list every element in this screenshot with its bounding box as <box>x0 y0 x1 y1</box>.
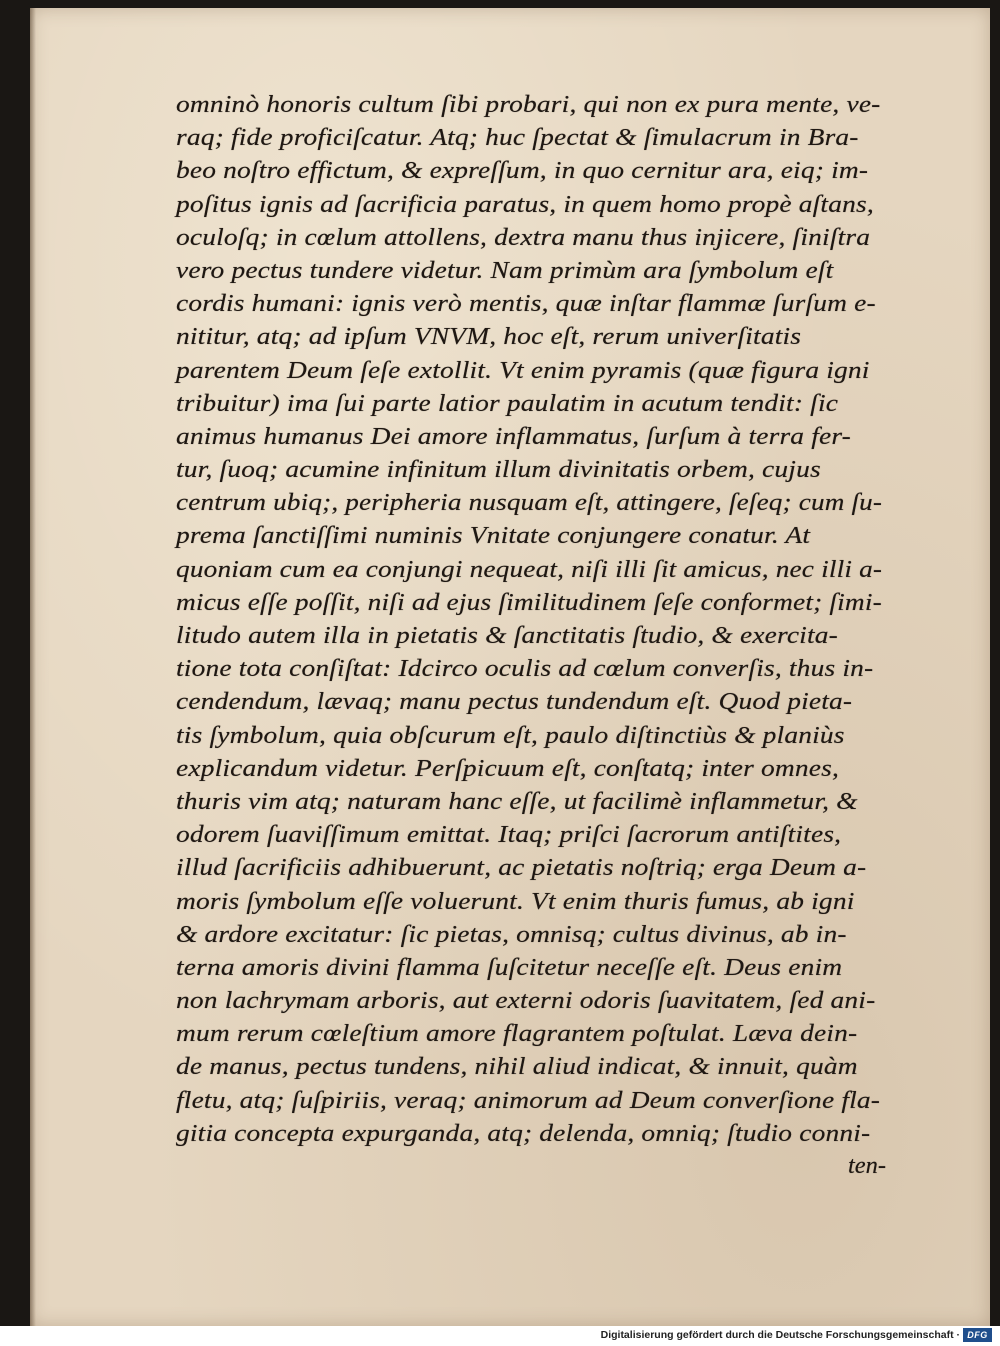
text-line: fletu, atq; ſuſpiriis, veraq; animorum ad Deum converſione fla- <box>176 1086 881 1114</box>
text-line: moris ſymbolum eſſe voluerunt. Vt enim thuris fumus, ab igni <box>176 887 855 915</box>
text-line: oculoſq; in cœlum attollens, dextra manu thus injicere, ſiniſtra <box>176 223 871 251</box>
text-line: tis ſymbolum, quia obſcurum eſt, paulo diſtinctiùs & planiùs <box>176 721 845 749</box>
catchword: ten- <box>848 1152 887 1179</box>
text-line: litudo autem illa in pietatis & ſanctitatis ſtudio, & exercita- <box>176 622 838 649</box>
text-line: prema ſanctiſſimi numinis Vnitate conjungere conatur. At <box>176 522 811 550</box>
text-line: tione tota conſiſtat: Idcirco oculis ad cœlum converſis, thus in- <box>176 655 874 683</box>
text-line: cendendum, lævaq; manu pectus tundendum eſt. Quod pieta- <box>176 688 853 716</box>
text-line: animus humanus Dei amore inflammatus, ſurſum à terra fer- <box>176 422 851 450</box>
text-line: beo noſtro effictum, & expreſſum, in quo cernitur ara, eiq; im- <box>176 157 869 185</box>
funding-credit: Digitalisierung gefördert durch die Deutsche Forschungsgemeinschaft · <box>600 1329 960 1341</box>
text-line: micus eſſe poſſit, niſi ad ejus ſimilitudinem ſeſe conformet; ſimi- <box>176 588 882 616</box>
text-line: gitia concepta expurganda, atq; delenda, omniq; ſtudio conni- <box>176 1119 871 1147</box>
footer-bar <box>0 1326 1000 1346</box>
text-line: odorem ſuaviſſimum emittat. Itaq; priſci ſacrorum antiſtites, <box>176 821 842 849</box>
text-line: illud ſacrificiis adhibuerunt, ac pietatis noſtriq; erga Deum a- <box>176 854 867 882</box>
text-line: & ardore excitatur: ſic pietas, omnisq; cultus divinus, ab in- <box>176 920 847 948</box>
text-line: vero pectus tundere videtur. Nam primùm ara ſymbolum eſt <box>176 256 834 284</box>
gutter-shadow <box>30 8 36 1326</box>
text-line: mum rerum cœleſtium amore flagrantem poſtulat. Læva dein- <box>176 1020 858 1048</box>
body-text <box>176 88 896 1150</box>
text-line: explicandum videtur. Perſpicuum eſt, conſtatq; inter omnes, <box>176 754 840 782</box>
text-line: parentem Deum ſeſe extollit. Vt enim pyramis (quæ figura igni <box>176 356 870 384</box>
text-line: terna amoris divini flamma ſuſcitetur neceſſe eſt. Deus enim <box>176 953 843 981</box>
text-line: thuris vim atq; naturam hanc eſſe, ut facilimè inflammetur, & <box>176 787 858 815</box>
text-line: centrum ubiq;, peripheria nusquam eſt, attingere, ſeſeq; cum ſu- <box>176 489 883 517</box>
text-line: quoniam cum ea conjungi nequeat, niſi illi ſit amicus, nec illi a- <box>176 555 883 583</box>
text-line: de manus, pectus tundens, nihil aliud indicat, & innuit, quàm <box>176 1053 858 1081</box>
text-line: non lachrymam arboris, aut externi odoris ſuavitatem, ſed ani- <box>176 987 876 1015</box>
text-line: tribuitur) ima ſui parte latior paulatim in acutum tendit: ſic <box>176 389 839 417</box>
text-line: tur, ſuoq; acumine infinitum illum divinitatis orbem, cujus <box>176 456 821 484</box>
dfg-logo: DFG <box>963 1328 992 1342</box>
text-line: raq; fide proficiſcatur. Atq; huc ſpectat & ſimulacrum in Bra- <box>176 124 859 152</box>
text-line: poſitus ignis ad ſacrificia paratus, in quem homo propè aſtans, <box>176 190 874 218</box>
text-line: cordis humani: ignis verò mentis, quæ inſtar flammæ ſurſum e- <box>176 290 876 318</box>
text-line: omninò honoris cultum ſibi probari, qui non ex pura mente, ve- <box>176 91 881 118</box>
text-line: nititur, atq; ad ipſum VNVM, hoc eſt, rerum univerſitatis <box>176 323 802 351</box>
